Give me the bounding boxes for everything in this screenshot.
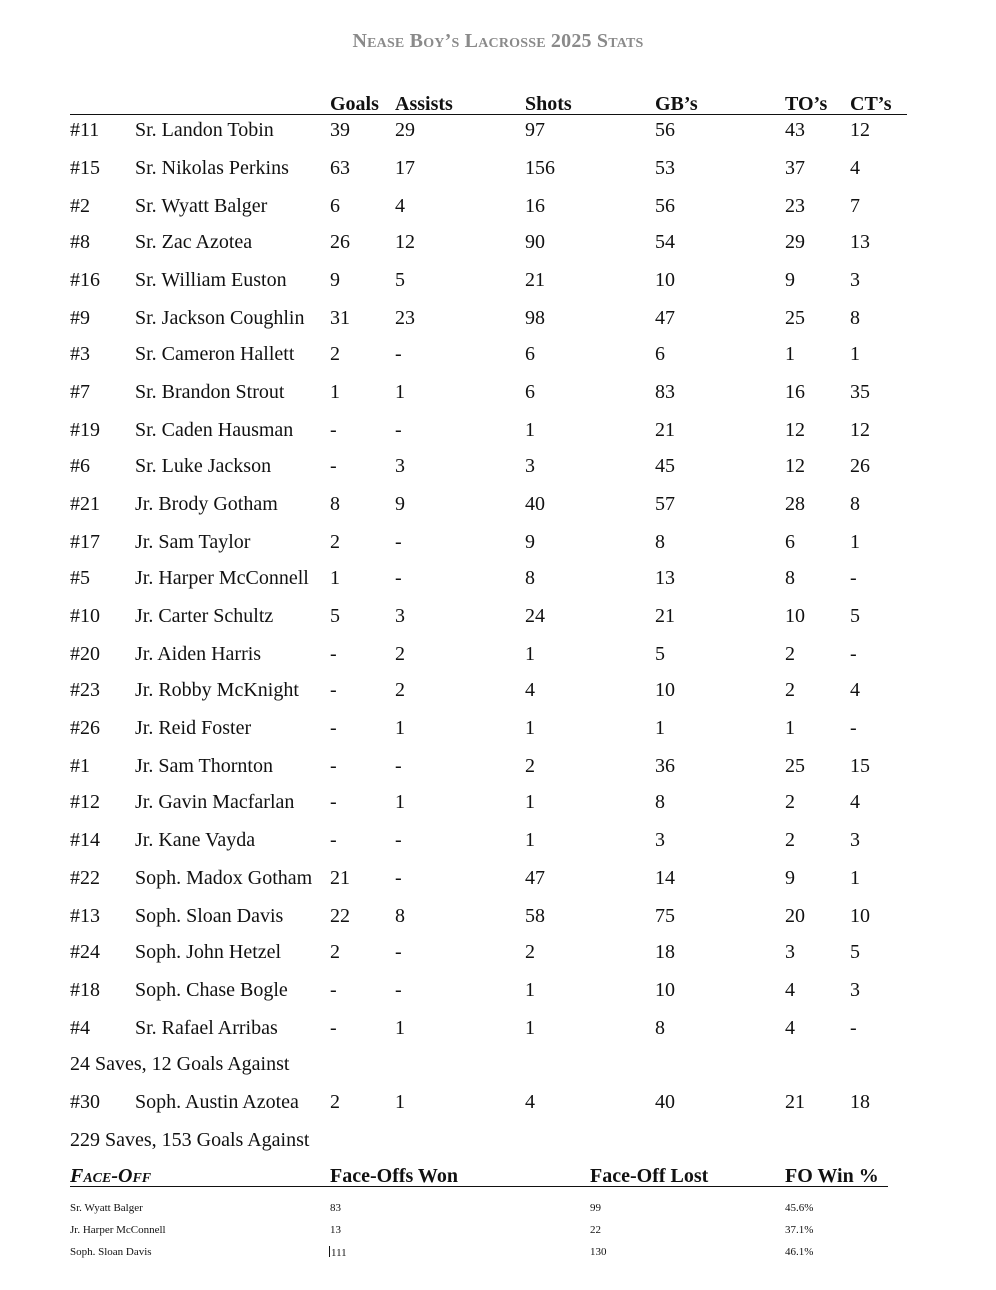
header-goals: Goals xyxy=(330,93,379,115)
assists-cell: - xyxy=(395,343,402,365)
goals-cell: - xyxy=(330,679,337,701)
ground-balls-cell: 56 xyxy=(655,119,675,141)
turnovers-cell: 2 xyxy=(785,643,795,665)
assists-cell: 29 xyxy=(395,119,415,141)
header-caused-turnovers: CT’s xyxy=(850,93,892,115)
player-name: Soph. Austin Azotea xyxy=(135,1091,299,1113)
turnovers-cell: 12 xyxy=(785,419,805,441)
player-name: Jr. Harper McConnell xyxy=(135,567,309,589)
table-row xyxy=(0,605,996,629)
turnovers-cell: 8 xyxy=(785,567,795,589)
caused-turnovers-cell: 4 xyxy=(850,157,860,179)
assists-cell: - xyxy=(395,567,402,589)
faceoff-row xyxy=(0,1246,996,1260)
jersey-number: #18 xyxy=(70,979,100,1001)
turnovers-cell: 12 xyxy=(785,455,805,477)
assists-cell: 1 xyxy=(395,1091,405,1113)
caused-turnovers-cell: 4 xyxy=(850,679,860,701)
shots-cell: 1 xyxy=(525,419,535,441)
table-row xyxy=(0,455,996,479)
player-name: Sr. Luke Jackson xyxy=(135,455,272,477)
jersey-number: #26 xyxy=(70,717,100,739)
table-row xyxy=(0,643,996,667)
jersey-number: #30 xyxy=(70,1091,100,1113)
turnovers-cell: 28 xyxy=(785,493,805,515)
caused-turnovers-cell: 26 xyxy=(850,455,870,477)
faceoff-row xyxy=(0,1202,996,1216)
assists-cell: 1 xyxy=(395,717,405,739)
player-name: Sr. William Euston xyxy=(135,269,287,291)
ground-balls-cell: 3 xyxy=(655,829,665,851)
goals-cell: 2 xyxy=(330,941,340,963)
turnovers-cell: 29 xyxy=(785,231,805,253)
header-fo-win-pct: FO Win % xyxy=(785,1165,879,1187)
text-cursor xyxy=(329,1246,330,1257)
ground-balls-cell: 6 xyxy=(655,343,665,365)
shots-cell: 6 xyxy=(525,381,535,403)
shots-cell: 47 xyxy=(525,867,545,889)
player-name: Jr. Sam Thornton xyxy=(135,755,273,777)
table-row xyxy=(0,195,996,219)
shots-cell: 2 xyxy=(525,941,535,963)
ground-balls-cell: 36 xyxy=(655,755,675,777)
assists-cell: 9 xyxy=(395,493,405,515)
shots-cell: 1 xyxy=(525,643,535,665)
table-row xyxy=(0,493,996,517)
ground-balls-cell: 75 xyxy=(655,905,675,927)
assists-cell: - xyxy=(395,755,402,777)
table-row xyxy=(0,755,996,779)
caused-turnovers-cell: 3 xyxy=(850,269,860,291)
turnovers-cell: 20 xyxy=(785,905,805,927)
table-row xyxy=(0,381,996,405)
caused-turnovers-cell: - xyxy=(850,1017,857,1039)
jersey-number: #13 xyxy=(70,905,100,927)
fo-win-pct-cell: 46.1% xyxy=(785,1246,814,1258)
shots-cell: 4 xyxy=(525,1091,535,1113)
table-row xyxy=(0,867,996,891)
turnovers-cell: 4 xyxy=(785,1017,795,1039)
caused-turnovers-cell: 1 xyxy=(850,343,860,365)
shots-cell: 1 xyxy=(525,791,535,813)
shots-cell: 24 xyxy=(525,605,545,627)
assists-cell: 17 xyxy=(395,157,415,179)
header-underline xyxy=(70,114,907,115)
shots-cell: 1 xyxy=(525,1017,535,1039)
player-name: Sr. Jackson Coughlin xyxy=(135,307,305,329)
goals-cell: 22 xyxy=(330,905,350,927)
goals-cell: - xyxy=(330,829,337,851)
goals-cell: 31 xyxy=(330,307,350,329)
table-row xyxy=(0,119,996,143)
turnovers-cell: 25 xyxy=(785,755,805,777)
player-name: Jr. Kane Vayda xyxy=(135,829,256,851)
ground-balls-cell: 14 xyxy=(655,867,675,889)
assists-cell: 1 xyxy=(395,381,405,403)
goals-cell: 1 xyxy=(330,381,340,403)
shots-cell: 1 xyxy=(525,717,535,739)
caused-turnovers-cell: 1 xyxy=(850,867,860,889)
table-row xyxy=(0,157,996,181)
table-row xyxy=(0,717,996,741)
caused-turnovers-cell: 10 xyxy=(850,905,870,927)
shots-cell: 58 xyxy=(525,905,545,927)
caused-turnovers-cell: 12 xyxy=(850,119,870,141)
caused-turnovers-cell: 5 xyxy=(850,605,860,627)
goals-cell: 2 xyxy=(330,343,340,365)
jersey-number: #10 xyxy=(70,605,100,627)
faceoffs-lost-cell: 22 xyxy=(590,1224,601,1236)
table-row xyxy=(0,1017,996,1041)
assists-cell: - xyxy=(395,531,402,553)
faceoffs-lost-cell: 130 xyxy=(590,1246,607,1258)
turnovers-cell: 43 xyxy=(785,119,805,141)
ground-balls-cell: 1 xyxy=(655,717,665,739)
assists-cell: - xyxy=(395,419,402,441)
player-name: Sr. Rafael Arribas xyxy=(135,1017,278,1039)
assists-cell: 12 xyxy=(395,231,415,253)
turnovers-cell: 9 xyxy=(785,269,795,291)
faceoffs-won-cell: 83 xyxy=(330,1202,341,1214)
ground-balls-cell: 10 xyxy=(655,679,675,701)
turnovers-cell: 10 xyxy=(785,605,805,627)
jersey-number: #23 xyxy=(70,679,100,701)
ground-balls-cell: 45 xyxy=(655,455,675,477)
ground-balls-cell: 54 xyxy=(655,231,675,253)
shots-cell: 98 xyxy=(525,307,545,329)
player-name: Sr. Caden Hausman xyxy=(135,419,294,441)
shots-cell: 16 xyxy=(525,195,545,217)
player-name: Sr. Cameron Hallett xyxy=(135,343,295,365)
shots-cell: 97 xyxy=(525,119,545,141)
table-row xyxy=(0,1091,996,1115)
assists-cell: 3 xyxy=(395,455,405,477)
ground-balls-cell: 83 xyxy=(655,381,675,403)
assists-cell: 2 xyxy=(395,643,405,665)
player-name: Sr. Brandon Strout xyxy=(135,381,285,403)
table-row xyxy=(0,941,996,965)
turnovers-cell: 2 xyxy=(785,829,795,851)
caused-turnovers-cell: - xyxy=(850,567,857,589)
ground-balls-cell: 47 xyxy=(655,307,675,329)
player-name: Jr. Brody Gotham xyxy=(135,493,278,515)
table-row xyxy=(0,231,996,255)
shots-cell: 6 xyxy=(525,343,535,365)
goals-cell: 1 xyxy=(330,567,340,589)
ground-balls-cell: 18 xyxy=(655,941,675,963)
assists-cell: 1 xyxy=(395,791,405,813)
goals-cell: 39 xyxy=(330,119,350,141)
goalie-note-1: 24 Saves, 12 Goals Against xyxy=(70,1053,290,1075)
assists-cell: 1 xyxy=(395,1017,405,1039)
player-name: Jr. Gavin Macfarlan xyxy=(135,791,295,813)
faceoff-section-label: Face-Off xyxy=(70,1165,152,1187)
turnovers-cell: 1 xyxy=(785,717,795,739)
goals-cell: - xyxy=(330,791,337,813)
assists-cell: 23 xyxy=(395,307,415,329)
goals-cell: - xyxy=(330,1017,337,1039)
turnovers-cell: 23 xyxy=(785,195,805,217)
header-turnovers: TO’s xyxy=(785,93,828,115)
header-assists: Assists xyxy=(395,93,453,115)
shots-cell: 1 xyxy=(525,829,535,851)
shots-cell: 21 xyxy=(525,269,545,291)
jersey-number: #8 xyxy=(70,231,90,253)
table-row xyxy=(0,679,996,703)
shots-cell: 1 xyxy=(525,979,535,1001)
fo-win-pct-cell: 45.6% xyxy=(785,1202,814,1214)
goals-cell: - xyxy=(330,455,337,477)
goals-cell: - xyxy=(330,979,337,1001)
header-faceoffs-won: Face-Offs Won xyxy=(330,1165,458,1187)
turnovers-cell: 9 xyxy=(785,867,795,889)
table-row xyxy=(0,829,996,853)
player-name: Soph. Chase Bogle xyxy=(135,979,288,1001)
page-title: Nease Boy’s Lacrosse 2025 Stats xyxy=(352,30,644,52)
assists-cell: 4 xyxy=(395,195,405,217)
jersey-number: #1 xyxy=(70,755,90,777)
caused-turnovers-cell: 15 xyxy=(850,755,870,777)
goals-cell: 2 xyxy=(330,1091,340,1113)
turnovers-cell: 2 xyxy=(785,679,795,701)
jersey-number: #17 xyxy=(70,531,100,553)
jersey-number: #2 xyxy=(70,195,90,217)
table-row xyxy=(0,905,996,929)
jersey-number: #24 xyxy=(70,941,100,963)
jersey-number: #7 xyxy=(70,381,90,403)
assists-cell: 8 xyxy=(395,905,405,927)
turnovers-cell: 2 xyxy=(785,791,795,813)
faceoff-player-name: Jr. Harper McConnell xyxy=(70,1224,166,1236)
player-name: Jr. Carter Schultz xyxy=(135,605,274,627)
turnovers-cell: 4 xyxy=(785,979,795,1001)
shots-cell: 4 xyxy=(525,679,535,701)
caused-turnovers-cell: - xyxy=(850,643,857,665)
goals-cell: 8 xyxy=(330,493,340,515)
goals-cell: 21 xyxy=(330,867,350,889)
table-row xyxy=(0,343,996,367)
shots-cell: 9 xyxy=(525,531,535,553)
assists-cell: - xyxy=(395,829,402,851)
jersey-number: #12 xyxy=(70,791,100,813)
player-name: Jr. Aiden Harris xyxy=(135,643,262,665)
shots-cell: 8 xyxy=(525,567,535,589)
caused-turnovers-cell: 3 xyxy=(850,979,860,1001)
assists-cell: 2 xyxy=(395,679,405,701)
shots-cell: 40 xyxy=(525,493,545,515)
faceoff-row xyxy=(0,1224,996,1238)
jersey-number: #6 xyxy=(70,455,90,477)
player-name: Jr. Reid Foster xyxy=(135,717,252,739)
jersey-number: #3 xyxy=(70,343,90,365)
ground-balls-cell: 10 xyxy=(655,269,675,291)
shots-cell: 2 xyxy=(525,755,535,777)
caused-turnovers-cell: 5 xyxy=(850,941,860,963)
shots-cell: 156 xyxy=(525,157,555,179)
jersey-number: #9 xyxy=(70,307,90,329)
assists-cell: - xyxy=(395,979,402,1001)
player-name: Soph. John Hetzel xyxy=(135,941,282,963)
fo-win-pct-cell: 37.1% xyxy=(785,1224,814,1236)
assists-cell: 3 xyxy=(395,605,405,627)
goals-cell: - xyxy=(330,419,337,441)
shots-cell: 3 xyxy=(525,455,535,477)
ground-balls-cell: 53 xyxy=(655,157,675,179)
goals-cell: 6 xyxy=(330,195,340,217)
caused-turnovers-cell: 35 xyxy=(850,381,870,403)
player-name: Soph. Sloan Davis xyxy=(135,905,284,927)
jersey-number: #21 xyxy=(70,493,100,515)
table-row xyxy=(0,567,996,591)
table-row xyxy=(0,791,996,815)
table-row xyxy=(0,979,996,1003)
goals-cell: - xyxy=(330,643,337,665)
ground-balls-cell: 57 xyxy=(655,493,675,515)
shots-cell: 90 xyxy=(525,231,545,253)
goals-cell: 5 xyxy=(330,605,340,627)
caused-turnovers-cell: 3 xyxy=(850,829,860,851)
jersey-number: #4 xyxy=(70,1017,90,1039)
jersey-number: #16 xyxy=(70,269,100,291)
faceoffs-lost-cell: 99 xyxy=(590,1202,601,1214)
table-row xyxy=(0,307,996,331)
caused-turnovers-cell: 4 xyxy=(850,791,860,813)
faceoffs-won-cell: 111 xyxy=(331,1247,347,1259)
jersey-number: #15 xyxy=(70,157,100,179)
caused-turnovers-cell: - xyxy=(850,717,857,739)
caused-turnovers-cell: 12 xyxy=(850,419,870,441)
turnovers-cell: 37 xyxy=(785,157,805,179)
ground-balls-cell: 8 xyxy=(655,1017,665,1039)
ground-balls-cell: 13 xyxy=(655,567,675,589)
ground-balls-cell: 21 xyxy=(655,419,675,441)
player-name: Soph. Madox Gotham xyxy=(135,867,313,889)
header-shots: Shots xyxy=(525,93,572,115)
jersey-number: #22 xyxy=(70,867,100,889)
caused-turnovers-cell: 8 xyxy=(850,493,860,515)
player-name: Sr. Zac Azotea xyxy=(135,231,253,253)
faceoff-player-name: Soph. Sloan Davis xyxy=(70,1246,152,1258)
goals-cell: 9 xyxy=(330,269,340,291)
goals-cell: 2 xyxy=(330,531,340,553)
goalie-note-2: 229 Saves, 153 Goals Against xyxy=(70,1129,310,1151)
jersey-number: #20 xyxy=(70,643,100,665)
turnovers-cell: 21 xyxy=(785,1091,805,1113)
table-row xyxy=(0,419,996,443)
assists-cell: 5 xyxy=(395,269,405,291)
header-faceoffs-lost: Face-Off Lost xyxy=(590,1165,709,1187)
caused-turnovers-cell: 7 xyxy=(850,195,860,217)
jersey-number: #19 xyxy=(70,419,100,441)
ground-balls-cell: 5 xyxy=(655,643,665,665)
turnovers-cell: 25 xyxy=(785,307,805,329)
player-name: Sr. Landon Tobin xyxy=(135,119,274,141)
goals-cell: - xyxy=(330,755,337,777)
player-name: Sr. Nikolas Perkins xyxy=(135,157,289,179)
turnovers-cell: 6 xyxy=(785,531,795,553)
ground-balls-cell: 10 xyxy=(655,979,675,1001)
goals-cell: - xyxy=(330,717,337,739)
turnovers-cell: 16 xyxy=(785,381,805,403)
player-name: Jr. Robby McKnight xyxy=(135,679,299,701)
caused-turnovers-cell: 1 xyxy=(850,531,860,553)
jersey-number: #5 xyxy=(70,567,90,589)
turnovers-cell: 1 xyxy=(785,343,795,365)
jersey-number: #14 xyxy=(70,829,100,851)
turnovers-cell: 3 xyxy=(785,941,795,963)
table-row xyxy=(0,531,996,555)
caused-turnovers-cell: 13 xyxy=(850,231,870,253)
jersey-number: #11 xyxy=(70,119,100,141)
header-ground-balls: GB’s xyxy=(655,93,698,115)
faceoffs-won-cell: 13 xyxy=(330,1224,341,1236)
player-name: Sr. Wyatt Balger xyxy=(135,195,268,217)
goals-cell: 63 xyxy=(330,157,350,179)
ground-balls-cell: 21 xyxy=(655,605,675,627)
ground-balls-cell: 40 xyxy=(655,1091,675,1113)
ground-balls-cell: 8 xyxy=(655,531,665,553)
faceoff-underline xyxy=(70,1186,888,1187)
caused-turnovers-cell: 8 xyxy=(850,307,860,329)
caused-turnovers-cell: 18 xyxy=(850,1091,870,1113)
player-name: Jr. Sam Taylor xyxy=(135,531,251,553)
assists-cell: - xyxy=(395,867,402,889)
assists-cell: - xyxy=(395,941,402,963)
faceoffs-won-wrapper xyxy=(329,1246,347,1259)
faceoff-player-name: Sr. Wyatt Balger xyxy=(70,1202,143,1214)
ground-balls-cell: 56 xyxy=(655,195,675,217)
goals-cell: 26 xyxy=(330,231,350,253)
table-row xyxy=(0,269,996,293)
ground-balls-cell: 8 xyxy=(655,791,665,813)
